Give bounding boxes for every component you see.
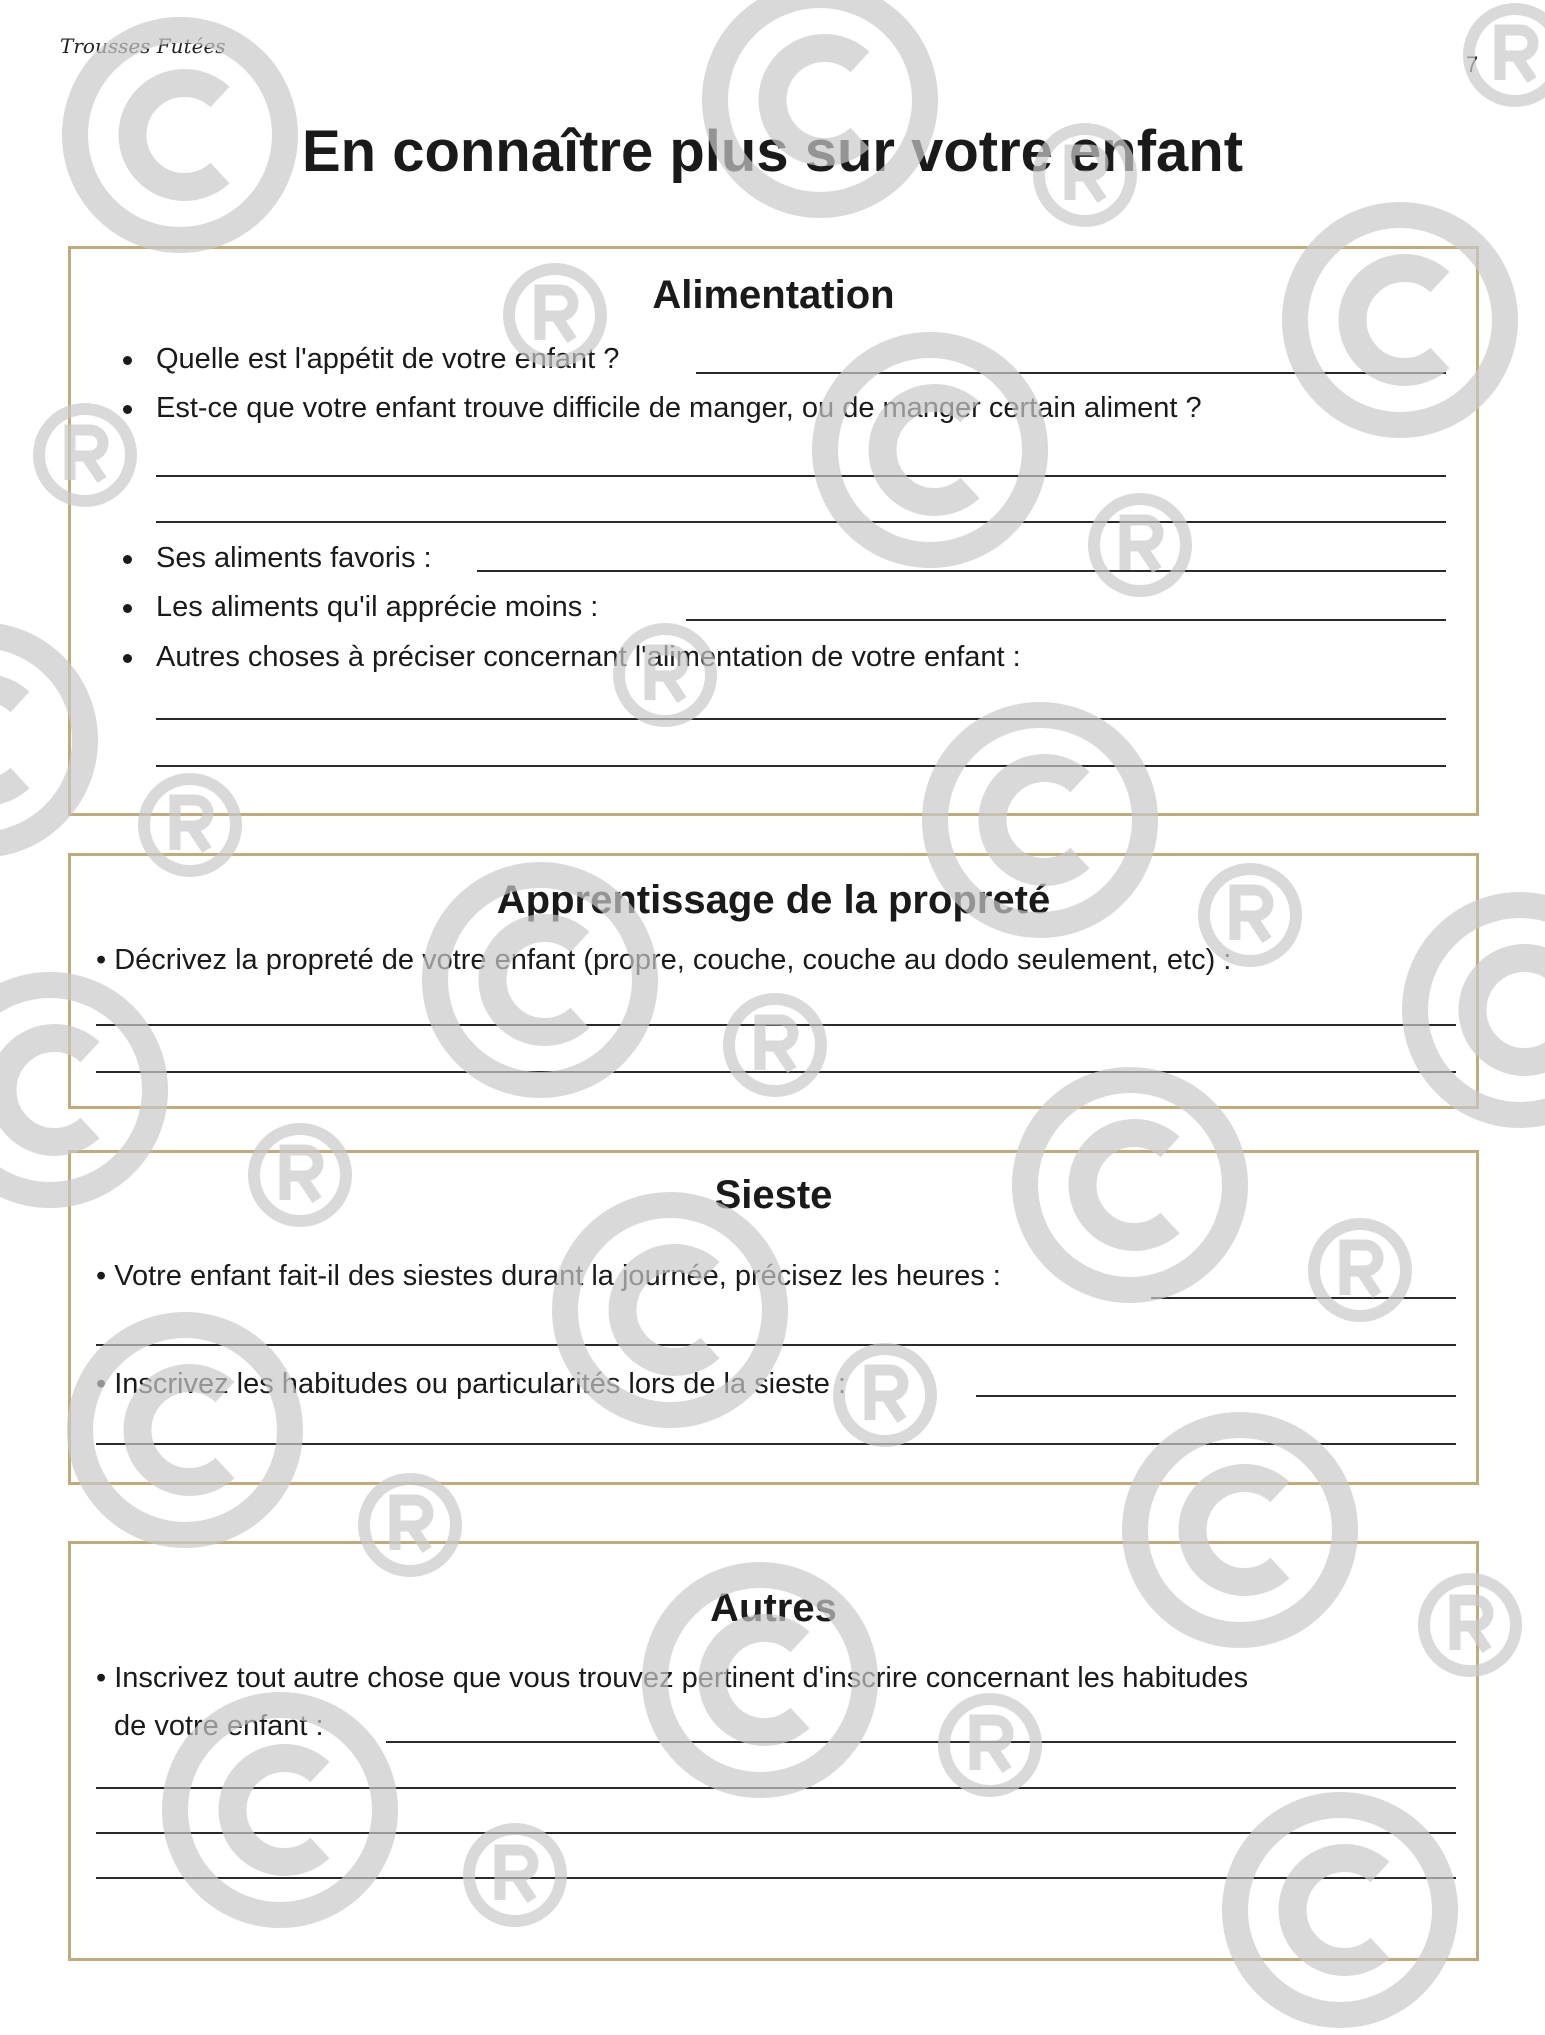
bullet — [123, 654, 132, 663]
bullet — [123, 405, 132, 414]
page-number: 7 — [1466, 52, 1479, 77]
brand-logo: Trousses Futées — [60, 34, 226, 58]
answer-line[interactable] — [96, 1071, 1456, 1073]
question-difficulte: Est-ce que votre enfant trouve difficile de manger, ou de manger certain aliment ? — [156, 392, 1202, 424]
answer-line-moins[interactable] — [686, 619, 1446, 621]
answer-line[interactable] — [156, 521, 1446, 523]
section-alimentation — [68, 246, 1479, 816]
answer-line[interactable] — [386, 1741, 1456, 1743]
section-title: Alimentation — [652, 273, 895, 317]
answer-line-favoris[interactable] — [477, 570, 1446, 572]
question-heures-sieste: • Votre enfant fait-il des siestes durant la journée, précisez les heures : — [96, 1260, 1001, 1292]
question-autres-cont: de votre enfant : — [114, 1710, 324, 1742]
answer-line[interactable] — [96, 1443, 1456, 1445]
watermark-copyright-icon — [700, 0, 940, 225]
answer-line[interactable] — [156, 718, 1446, 720]
answer-line-heures[interactable] — [1151, 1297, 1456, 1299]
page-title: En connaître plus sur votre enfant — [301, 119, 1244, 184]
question-autres: • Inscrivez tout autre chose que vous trouvez pertinent d'inscrire concernant les habitudes — [96, 1662, 1249, 1694]
answer-line[interactable] — [96, 1832, 1456, 1834]
answer-line[interactable] — [156, 765, 1446, 767]
answer-line[interactable] — [96, 1787, 1456, 1789]
question-autres-alimentation: Autres choses à préciser concernant l'alimentation de votre enfant : — [156, 641, 1021, 673]
question-appetit: Quelle est l'appétit de votre enfant ? — [156, 343, 620, 375]
question-habitudes-sieste: • Inscrivez les habitudes ou particularités lors de la sieste : — [96, 1368, 847, 1400]
section-autres — [68, 1541, 1479, 1961]
answer-line-habitudes[interactable] — [976, 1395, 1456, 1397]
answer-line[interactable] — [156, 475, 1446, 477]
section-title: Sieste — [714, 1173, 833, 1217]
section-title: Apprentissage de la propreté — [496, 878, 1051, 922]
bullet — [123, 604, 132, 613]
section-proprete — [68, 853, 1479, 1109]
answer-line-appetit[interactable] — [696, 372, 1446, 374]
answer-line[interactable] — [96, 1344, 1456, 1346]
bullet — [123, 356, 132, 365]
question-favoris: Ses aliments favoris : — [156, 542, 432, 574]
answer-line[interactable] — [96, 1877, 1456, 1879]
section-sieste — [68, 1150, 1479, 1485]
question-proprete: • Décrivez la propreté de votre enfant (propre, couche, couche au dodo seulement, etc) : — [96, 944, 1232, 976]
question-moins: Les aliments qu'il apprécie moins : — [156, 591, 599, 623]
bullet — [123, 555, 132, 564]
section-title: Autres — [710, 1586, 837, 1630]
answer-line[interactable] — [96, 1024, 1456, 1026]
